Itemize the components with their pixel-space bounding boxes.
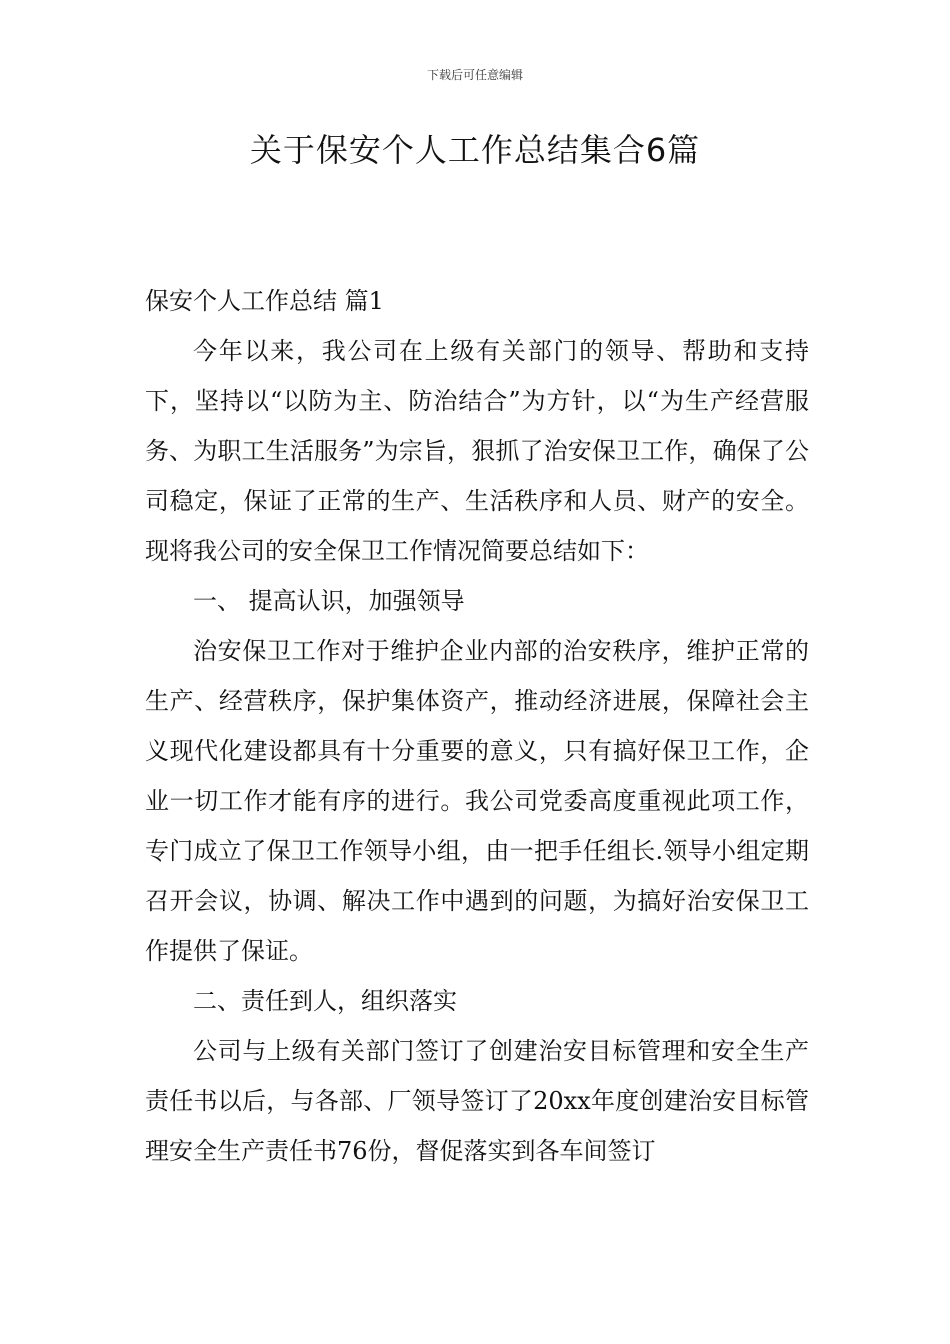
subheading-1: 一、 提高认识，加强领导 bbox=[193, 587, 465, 615]
paragraph-intro: 今年以来，我公司在上级有关部门的领导、帮助和支持下，坚持以“以防为主、防治结合”为方针，以“为生产经营服务、为职工生活服务”为宗旨，狠抓了治安保卫工作，确保了公司稳定，保证了正常的生产、生活秩序和人员、财产的安全。现将我公司的安全保卫工作情况简要总结如下： bbox=[145, 337, 809, 565]
subheading-2: 二、责任到人，组织落实 bbox=[193, 987, 457, 1015]
paragraph-1: 治安保卫工作对于维护企业内部的治安秩序，维护正常的生产、经营秩序，保护集体资产，推动经济进展，保障社会主义现代化建设都具有十分重要的意义，只有搞好保卫工作，企业一切工作才能有序的进行。我公司党委高度重视此项工作，专门成立了保卫工作领导小组，由一把手任组长.领导小组定期召开会议，协调、解决工作中遇到的问题，为搞好治安保卫工作提供了保证。 bbox=[145, 637, 809, 965]
header-note: 下载后可任意编辑 bbox=[426, 68, 523, 82]
document-body bbox=[145, 276, 809, 1176]
paragraph-2: 公司与上级有关部门签订了创建治安目标管理和安全生产责任书以后，与各部、厂领导签订了20xx年度创建治安目标管理安全生产责任书76份，督促落实到各车间签订 bbox=[145, 1037, 809, 1165]
document-title: 关于保安个人工作总结集合6篇 bbox=[249, 131, 701, 169]
section-heading: 保安个人工作总结 篇1 bbox=[145, 287, 384, 315]
